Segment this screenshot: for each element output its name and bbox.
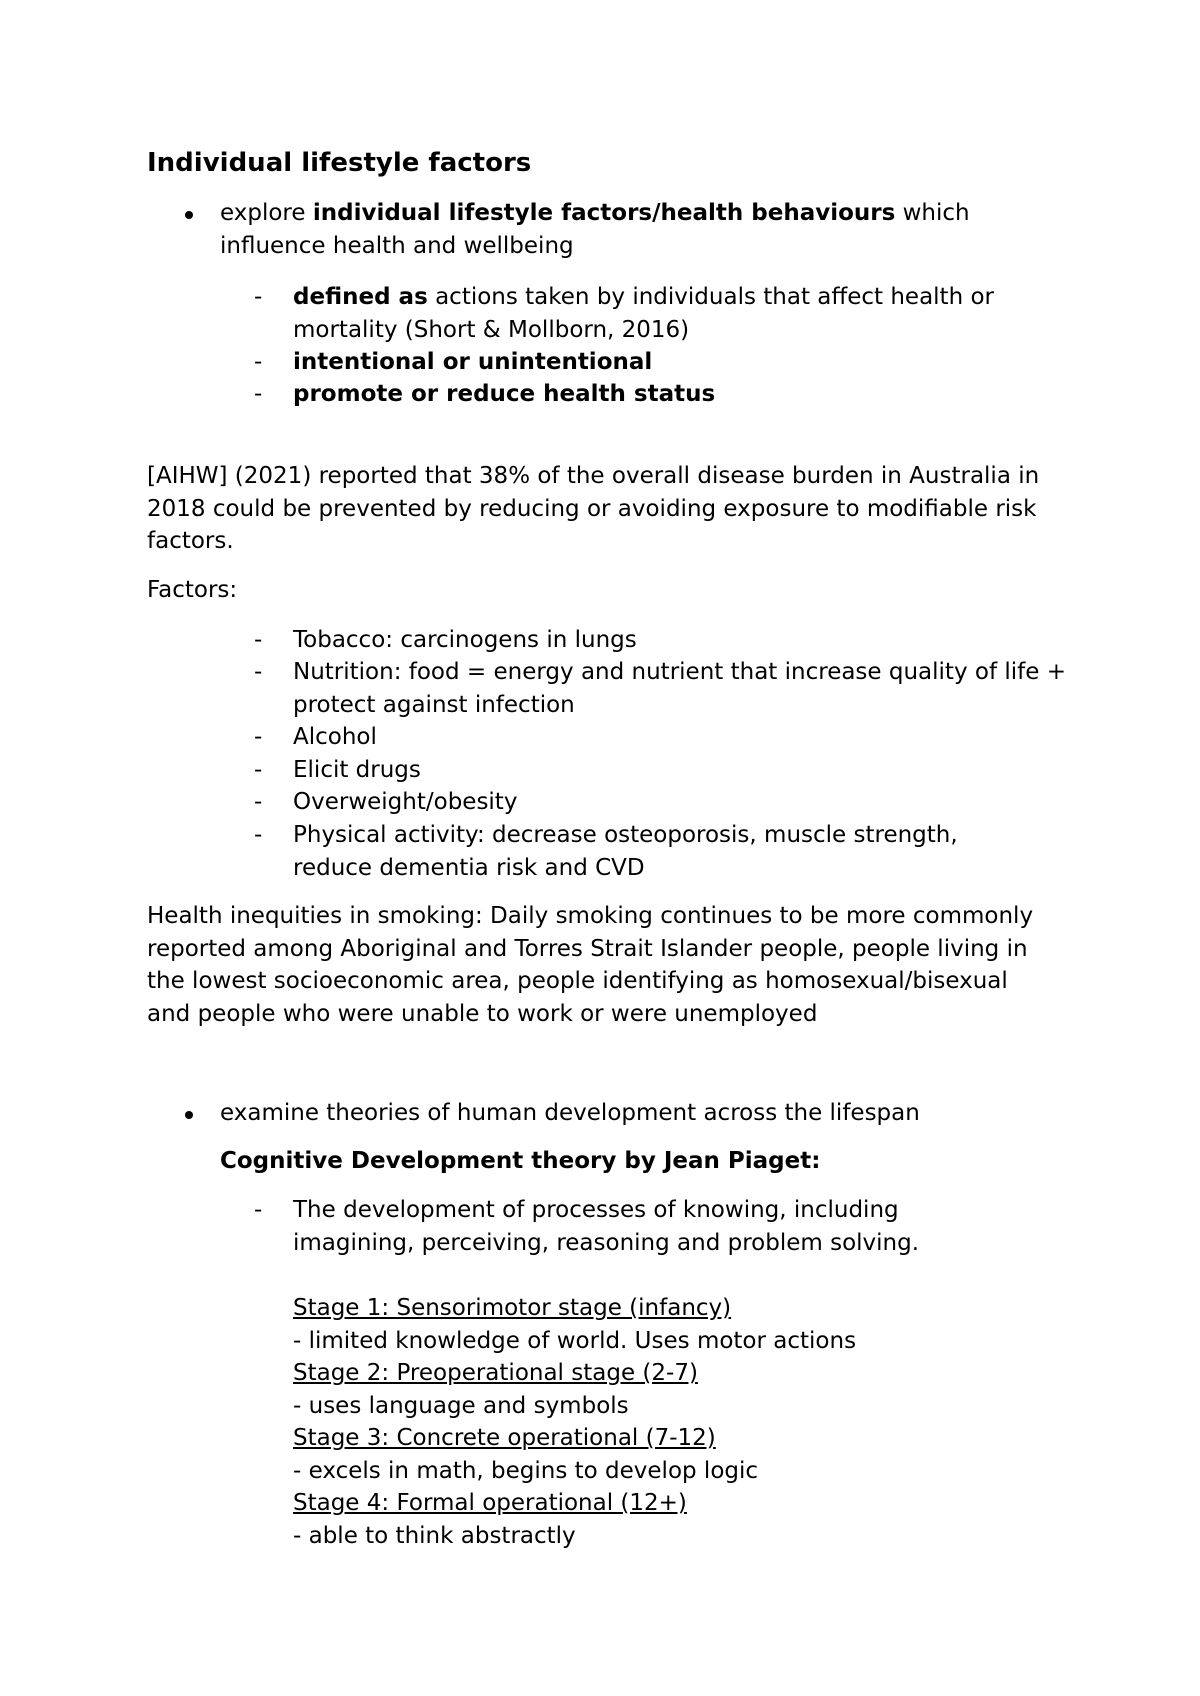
bullet-explore-bold: individual lifestyle factors/health behaviours <box>312 200 896 226</box>
section-heading: Individual lifestyle factors <box>147 148 532 178</box>
factor-item: Elicit drugs <box>293 757 421 783</box>
bullet-examine: examine theories of human development across the lifespan <box>220 1100 920 1126</box>
bullet-icon <box>185 1111 193 1119</box>
sub-item-defined-bold: defined as <box>293 284 428 310</box>
sub-item-promote: promote or reduce health status <box>293 381 716 407</box>
dash-marker: - <box>254 349 263 375</box>
bullet-icon <box>185 211 193 219</box>
factor-item: Physical activity: decrease osteoporosis, muscle strength, reduce dementia risk and CVD <box>293 822 958 881</box>
stage-description: - uses language and symbols <box>293 1392 629 1419</box>
bullet-explore-post: which influence health and wellbeing <box>220 200 970 259</box>
stage-description: - limited knowledge of world. Uses motor actions <box>293 1327 857 1354</box>
dash-marker: - <box>254 789 263 815</box>
sub-item-defined <box>293 281 1073 346</box>
dash-marker: - <box>254 724 263 750</box>
piaget-title: Cognitive Development theory by Jean Piaget: <box>220 1148 821 1174</box>
stage-title: Stage 1: Sensorimotor stage (infancy) <box>293 1295 732 1321</box>
stage-title: Stage 2: Preoperational stage (2-7) <box>293 1360 698 1386</box>
factor-item: Alcohol <box>293 724 377 750</box>
dash-marker: - <box>254 627 263 653</box>
sub-item-intentional: intentional or unintentional <box>293 349 653 375</box>
dash-marker: - <box>254 659 263 685</box>
stage-description: - able to think abstractly <box>293 1522 576 1549</box>
factor-item: Overweight/obesity <box>293 789 518 815</box>
sub-item-defined-text: actions taken by individuals that affect health or mortality (Short & Mollborn, 2016) <box>293 284 994 343</box>
dash-marker: - <box>254 1197 263 1223</box>
dash-marker: - <box>254 757 263 783</box>
piaget-definition: The development of processes of knowing, including imagining, perceiving, reasoning and problem solving. <box>293 1197 920 1256</box>
dash-marker: - <box>254 284 263 310</box>
factors-label: Factors: <box>147 577 238 603</box>
factor-item: Tobacco: carcinogens in lungs <box>293 627 637 653</box>
bullet-explore <box>220 197 1060 262</box>
stage-title: Stage 3: Concrete operational (7-12) <box>293 1425 716 1451</box>
stage-description: - excels in math, begins to develop logic <box>293 1457 759 1484</box>
bullet-explore-pre: explore <box>220 200 313 226</box>
factor-item: Nutrition: food = energy and nutrient that increase quality of life + protect against infection <box>293 659 1066 718</box>
inequities-paragraph: Health inequities in smoking: Daily smoking continues to be more commonly reported among Aboriginal and Torres Strait Islander people, people living in the lowest socioeconomic area, people identifying as homosexual/bisexual and people who were unable to work or were unemployed <box>147 903 1034 1027</box>
dash-marker: - <box>254 822 263 848</box>
dash-marker: - <box>254 381 263 407</box>
aihw-paragraph: [AIHW] (2021) reported that 38% of the overall disease burden in Australia in 2018 could be prevented by reducing or avoiding exposure to modifiable risk factors. <box>147 463 1040 554</box>
stage-title: Stage 4: Formal operational (12+) <box>293 1490 687 1516</box>
stages-list <box>293 1292 1073 1552</box>
